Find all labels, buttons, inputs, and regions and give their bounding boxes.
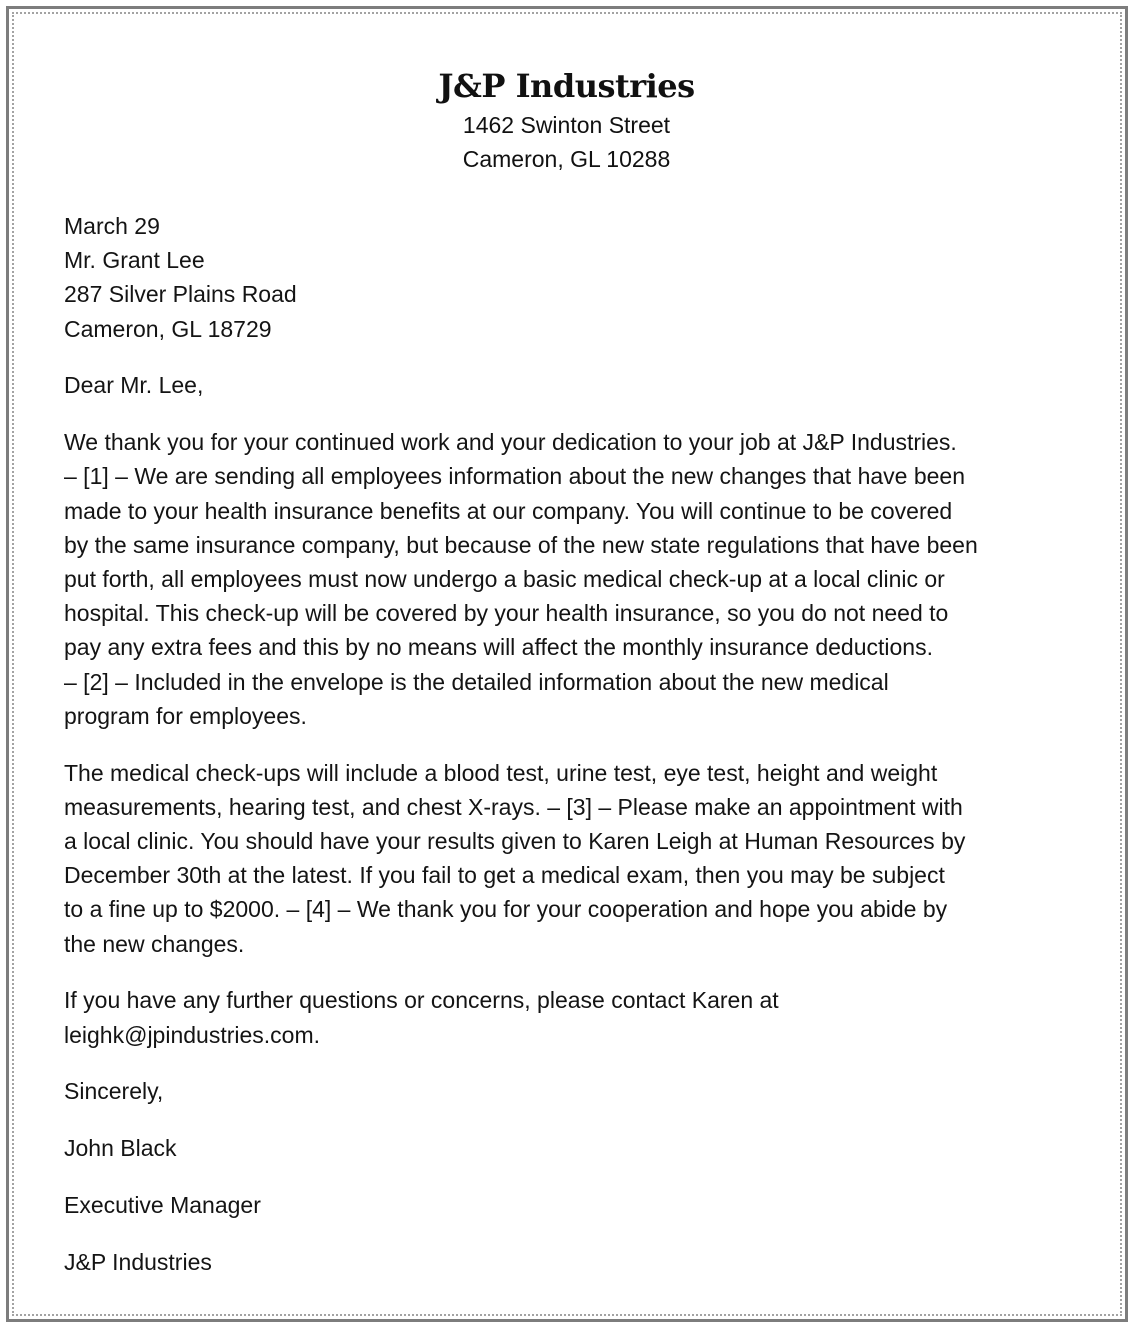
contact-email[interactable]: leighk@jpindustries.com. [64,1021,321,1048]
company-name: J&P Industries [438,67,695,105]
salutation: Dear Mr. Lee, [64,372,204,399]
paragraph-line: a local clinic. You should have your results given to Karen Leigh at Human Resources by [64,828,966,855]
valediction: Sincerely, [64,1078,164,1105]
paragraph-line: the new changes. [64,930,245,957]
recipient-street: 287 Silver Plains Road [64,281,297,308]
paragraph-line: The medical check-ups will include a blood test, urine test, eye test, height and weight [64,759,938,786]
paragraph-line: measurements, hearing test, and chest X-rays. – [3] – Please make an appointment with [64,793,963,820]
paragraph-2 [64,756,1074,961]
recipient-block [64,209,1074,346]
paragraph-3 [64,983,1074,1051]
paragraph-line: – [1] – We are sending all employees information about the new changes that have been [64,463,965,490]
paragraph-line: December 30th at the latest. If you fail to get a medical exam, then you may be subject [64,862,945,889]
paragraph-line: to a fine up to $2000. – [4] – We thank you for your cooperation and hope you abide by [64,896,948,923]
letterhead [0,64,1133,176]
paragraph-line: made to your health insurance benefits at our company. You will continue to be covered [64,497,953,524]
company-street: 1462 Swinton Street [462,112,671,138]
paragraph-line: hospital. This check-up will be covered by your health insurance, so you do not need to [64,600,949,627]
letter-date: March 29 [64,213,160,239]
signer-company: J&P Industries [64,1248,212,1275]
company-city: Cameron, GL 10288 [462,146,671,172]
paragraph-1 [64,425,1074,733]
recipient-name: Mr. Grant Lee [64,247,205,274]
paragraph-line: If you have any further questions or concerns, please contact Karen at [64,987,779,1014]
paragraph-line: by the same insurance company, but because of the new state regulations that have been [64,531,978,558]
recipient-city: Cameron, GL 18729 [64,315,272,342]
paragraph-line: pay any extra fees and this by no means will affect the monthly insurance deductions. [64,634,933,661]
paragraph-line: We thank you for your continued work and your dedication to your job at J&P Industries. [64,429,957,456]
paragraph-line: – [2] – Included in the envelope is the detailed information about the new medical [64,668,889,695]
signer-name: John Black [64,1135,177,1162]
letter-body [64,209,1074,1279]
signer-title: Executive Manager [64,1192,261,1219]
paragraph-line: program for employees. [64,702,307,729]
paragraph-line: put forth, all employees must now undergo a basic medical check-up at a local clinic or [64,566,945,593]
